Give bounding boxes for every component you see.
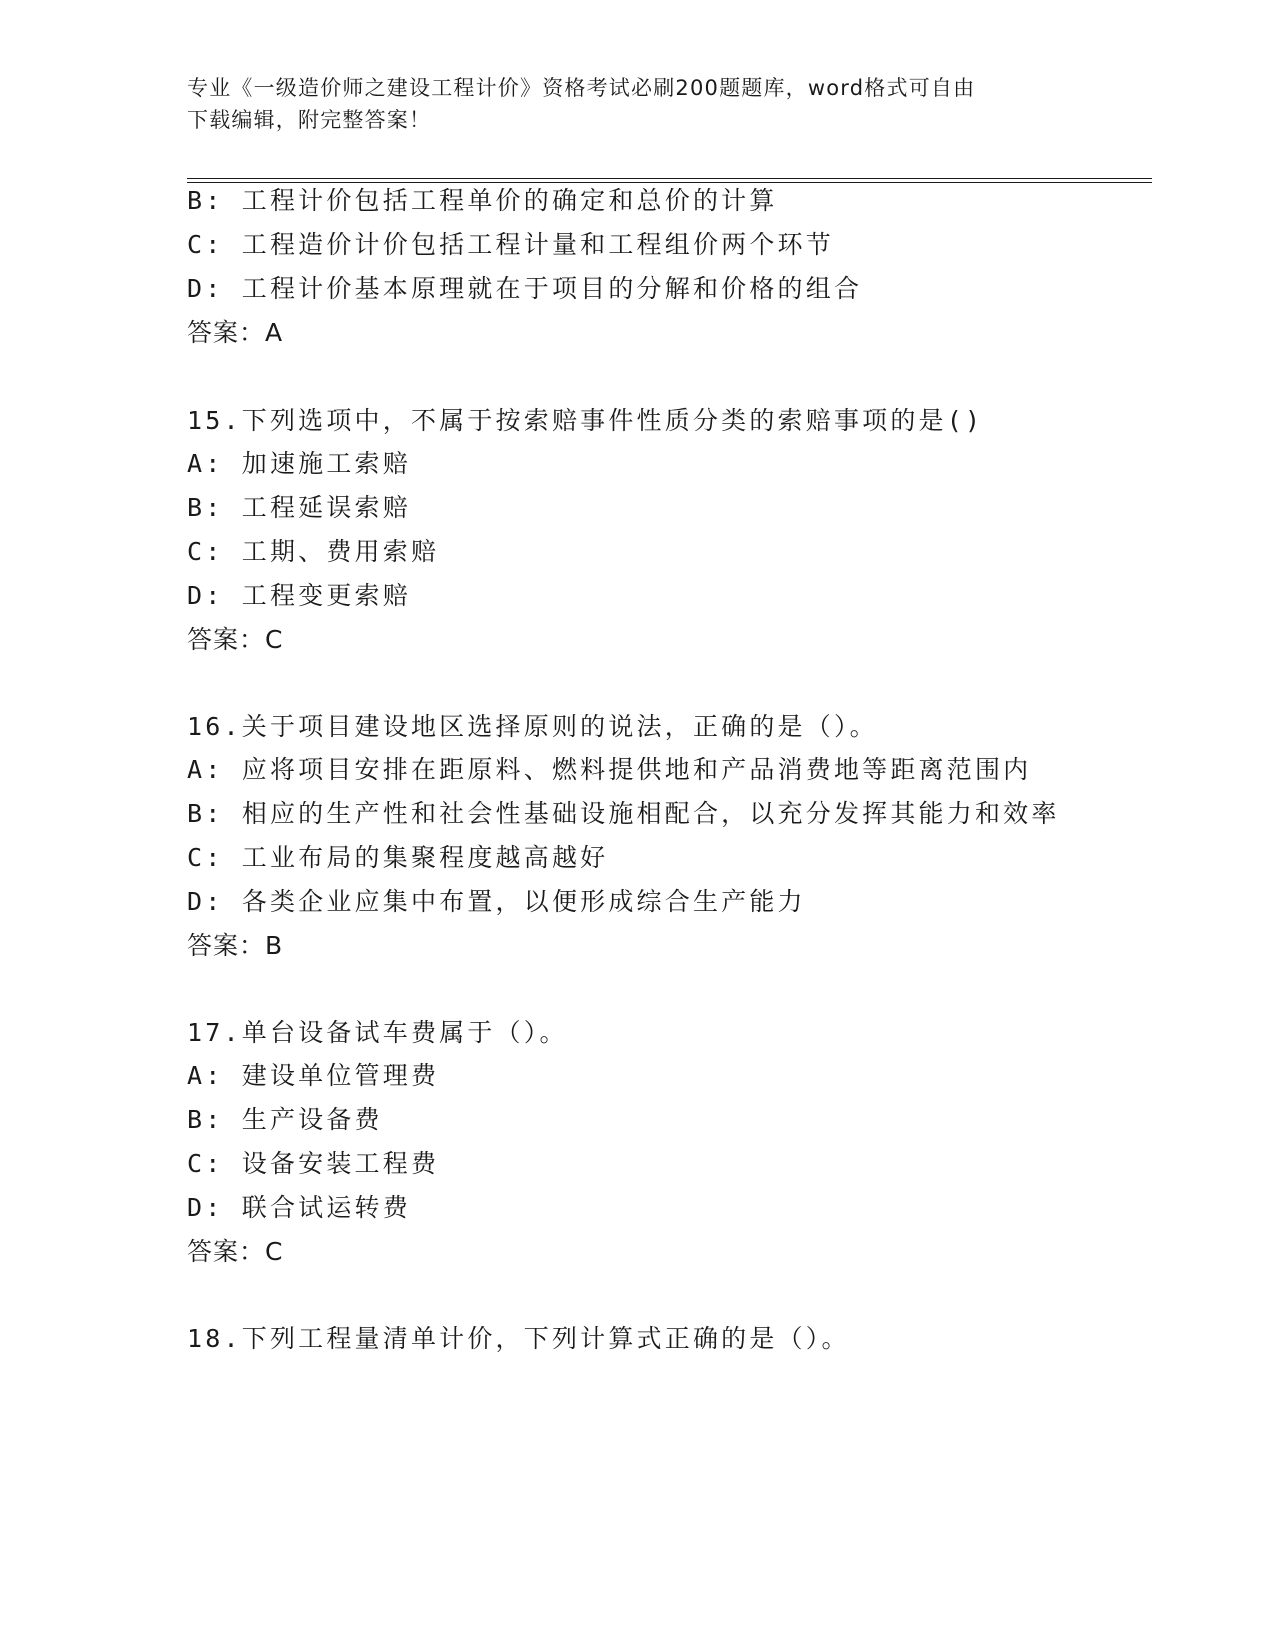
option-b: B: 相应的生产性和社会性基础设施相配合，以充分发挥其能力和效率 bbox=[187, 799, 1060, 828]
question-text: 16.关于项目建设地区选择原则的说法，正确的是（）。 bbox=[187, 712, 878, 741]
header-line-1: 专业《一级造价师之建设工程计价》资格考试必刷200题题库，word格式可自由 bbox=[187, 76, 976, 100]
option-d: D: 各类企业应集中布置，以便形成综合生产能力 bbox=[187, 887, 806, 916]
option-b: B: 工程计价包括工程单价的确定和总价的计算 bbox=[187, 186, 778, 215]
option-d: D: 工程变更索赔 bbox=[187, 581, 411, 610]
document-header bbox=[187, 72, 1087, 136]
option-c: C: 工期、费用索赔 bbox=[187, 537, 440, 566]
answer: 答案：A bbox=[187, 318, 284, 347]
option-b: B: 生产设备费 bbox=[187, 1105, 383, 1134]
option-d: D: 联合试运转费 bbox=[187, 1193, 411, 1222]
option-b: B: 工程延误索赔 bbox=[187, 493, 411, 522]
header-divider-top bbox=[187, 178, 1152, 179]
answer: 答案：B bbox=[187, 931, 284, 960]
option-c: C: 设备安装工程费 bbox=[187, 1149, 440, 1178]
option-a: A: 加速施工索赔 bbox=[187, 449, 411, 478]
option-c: C: 工程造价计价包括工程计量和工程组价两个环节 bbox=[187, 230, 834, 259]
header-divider-bottom bbox=[187, 182, 1152, 183]
option-c: C: 工业布局的集聚程度越高越好 bbox=[187, 843, 609, 872]
option-a: A: 建设单位管理费 bbox=[187, 1061, 440, 1090]
option-d: D: 工程计价基本原理就在于项目的分解和价格的组合 bbox=[187, 274, 863, 303]
answer: 答案：C bbox=[187, 1237, 284, 1266]
answer: 答案：C bbox=[187, 625, 284, 654]
question-text: 17.单台设备试车费属于（）。 bbox=[187, 1018, 568, 1047]
header-line-2: 下载编辑，附完整答案！ bbox=[187, 108, 432, 132]
question-text: 15.下列选项中，不属于按索赔事件性质分类的索赔事项的是() bbox=[187, 406, 984, 435]
option-a: A: 应将项目安排在距原料、燃料提供地和产品消费地等距离范围内 bbox=[187, 755, 1032, 784]
question-text: 18.下列工程量清单计价，下列计算式正确的是（）。 bbox=[187, 1324, 850, 1353]
